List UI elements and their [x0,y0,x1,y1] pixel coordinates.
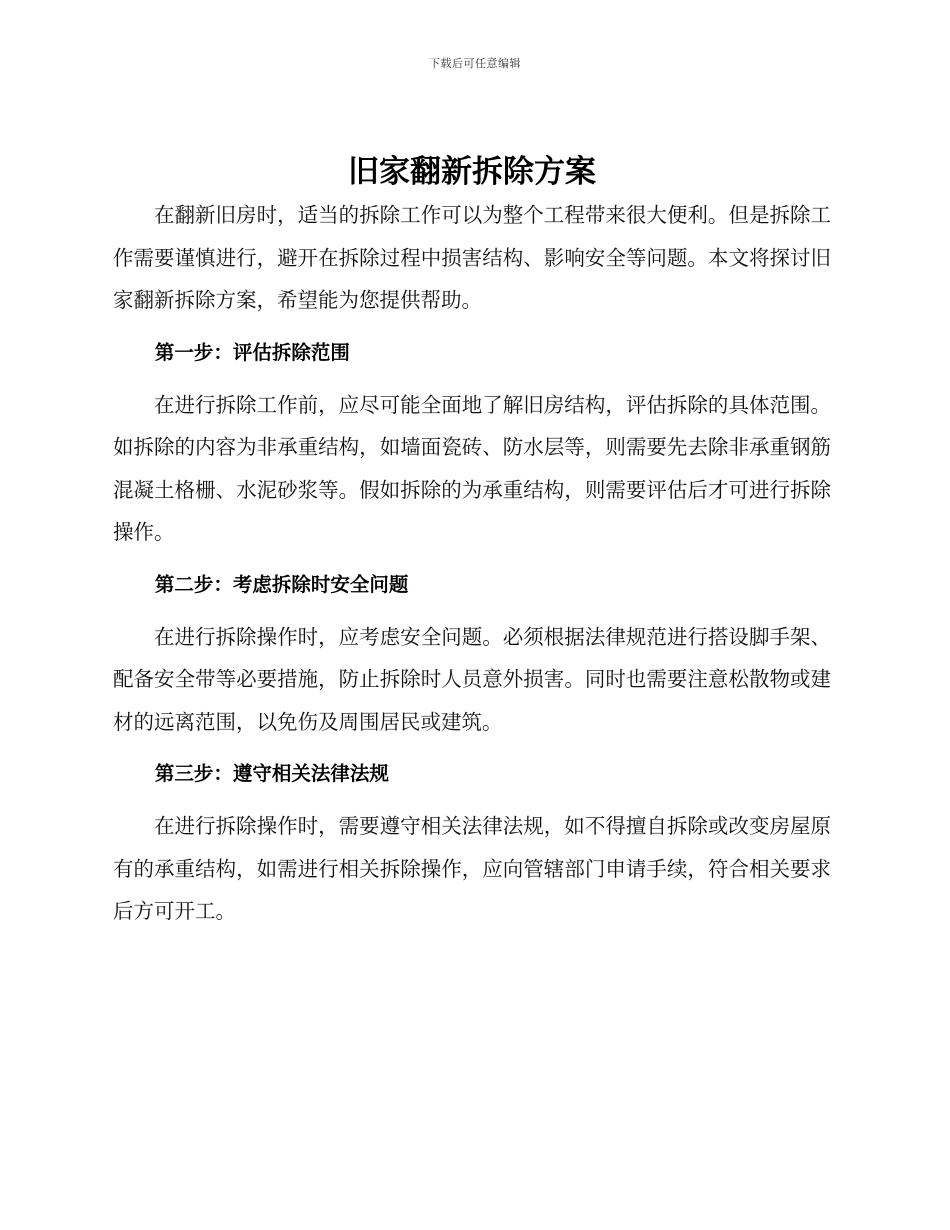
section-heading-2: 第二步：考虑拆除时安全问题 [154,572,409,596]
section-heading-1: 第一步：评估拆除范围 [154,340,350,364]
section-body-3: 在进行拆除操作时，需要遵守相关法律法规，如不得擅自拆除或改变房屋原有的承重结构，如需进行相关拆除操作，应向管辖部门申请手续，符合相关要求后方可开工。 [113,814,831,923]
intro-paragraph: 在翻新旧房时，适当的拆除工作可以为整个工程带来很大便利。但是拆除工作需要谨慎进行，避开在拆除过程中损害结构、影响安全等问题。本文将探讨旧家翻新拆除方案，希望能为您提供帮助。 [113,203,831,312]
section-body-1: 在进行拆除工作前，应尽可能全面地了解旧房结构，评估拆除的具体范围。如拆除的内容为非承重结构，如墙面瓷砖、防水层等，则需要先去除非承重钢筋混凝土格栅、水泥砂浆等。假如拆除的为承重结构，则需要评估后才可进行拆除操作。 [113,392,831,544]
section-heading-3: 第三步：遵守相关法律法规 [154,762,389,785]
header-note: 下载后可任意编辑 [429,57,521,70]
document-body [113,150,831,933]
section-body-2: 在进行拆除操作时，应考虑安全问题。必须根据法律规范进行搭设脚手架、配备安全带等必要措施，防止拆除时人员意外损害。同时也需要注意松散物或建材的远离范围，以免伤及周围居民或建筑。 [113,624,831,734]
document-title: 旧家翻新拆除方案 [348,154,596,190]
